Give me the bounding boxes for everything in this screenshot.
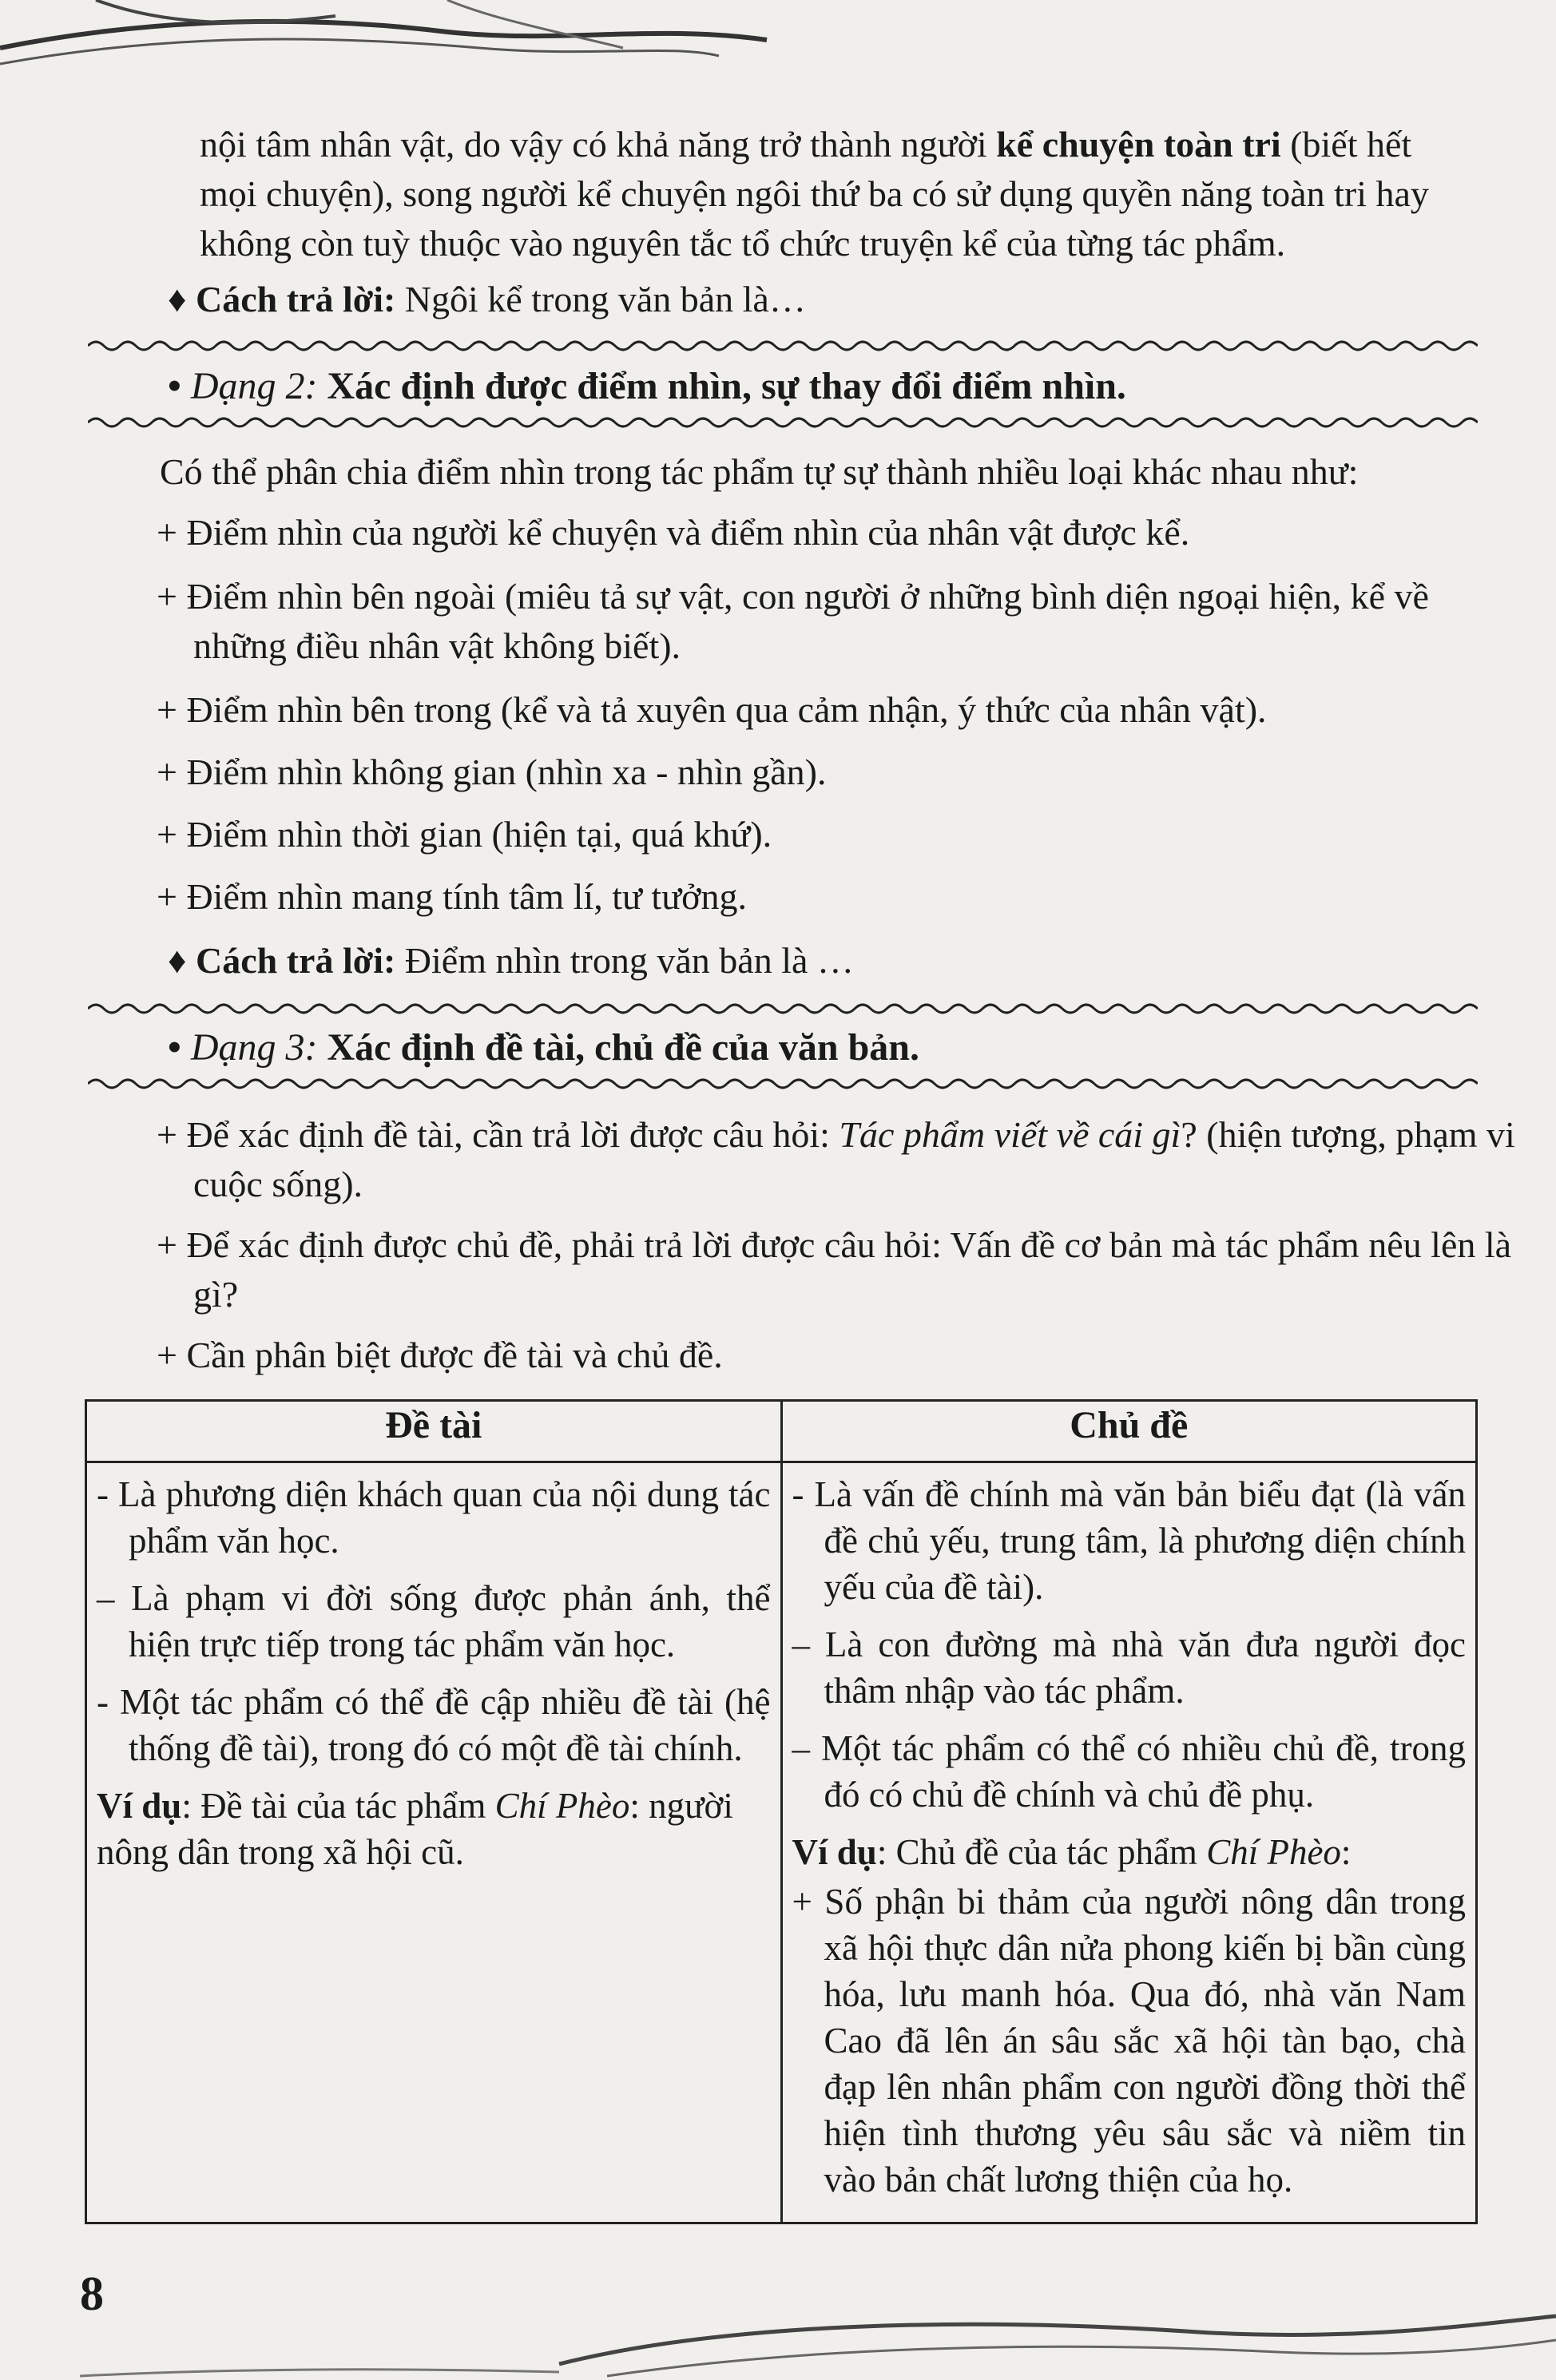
topic-theme-table xyxy=(85,1399,1478,2224)
table-point: - Là vấn đề chính mà văn bản biểu đạt (là vấn đề chủ yếu, trung tâm, là phương diện chính yếu của đề tài). xyxy=(792,1474,1466,1607)
list-item: + Điểm nhìn của người kể chuyện và điểm nhìn của nhân vật được kể. xyxy=(157,512,1190,553)
list-item: + Điểm nhìn không gian (nhìn xa - nhìn gần). xyxy=(157,752,827,792)
table-point: - Một tác phẩm có thể đề cập nhiều đề tài (hệ thống đề tài), trong đó có một đề tài chính. xyxy=(97,1682,771,1768)
list-item: + Để xác định được chủ đề, phải trả lời được câu hỏi: Vấn đề cơ bản mà tác phẩm nêu lên là gì? xyxy=(157,1224,1512,1315)
section-3-heading: • Dạng 3: Xác định đề tài, chủ đề của văn bản. xyxy=(168,1026,919,1069)
page-number: 8 xyxy=(80,2267,104,2320)
table-header-de-tai: Đề tài xyxy=(86,1401,782,1462)
list-item: + Cần phân biệt được đề tài và chủ đề. xyxy=(157,1335,723,1375)
table-example-detail: + Số phận bi thảm của người nông dân trong xã hội thực dân nửa phong kiến bị bần cùng hóa, lưu manh hóa. Qua đó, nhà văn Nam Cao đã lên án sâu sắc xã hội tàn bạo, chà đạp lên nhân phẩm con người đồng thời thể hiện tình thương yêu sâu sắc và niềm tin vào bản chất lương thiện của họ. xyxy=(792,1882,1466,2200)
wave-divider xyxy=(88,412,1478,433)
list-item: + Điểm nhìn bên ngoài (miêu tả sự vật, con người ở những bình diện ngoại hiện, kể về những điều nhân vật không biết). xyxy=(157,576,1429,666)
section-2-intro: Có thể phân chia điểm nhìn trong tác phẩm tự sự thành nhiều loại khác nhau như: xyxy=(160,451,1359,492)
intro-line-3: không còn tuỳ thuộc vào nguyên tắc tổ chức truyện kể của từng tác phẩm. xyxy=(200,223,1286,264)
wave-divider xyxy=(88,998,1478,1019)
table-point: – Là con đường mà nhà văn đưa người đọc thâm nhập vào tác phẩm. xyxy=(792,1624,1466,1711)
table-point: – Một tác phẩm có thể có nhiều chủ đề, trong đó có chủ đề chính và chủ đề phụ. xyxy=(792,1728,1466,1815)
list-item: + Để xác định đề tài, cần trả lời được câu hỏi: Tác phẩm viết về cái gì? (hiện tượng, phạm vi cuộc sống). xyxy=(157,1114,1515,1204)
bottom-ornament xyxy=(0,2292,1556,2380)
diamond-bullet-icon: ♦ xyxy=(168,279,187,319)
table-point: - Là phương diện khách quan của nội dung tác phẩm văn học. xyxy=(97,1474,771,1561)
list-item: + Điểm nhìn mang tính tâm lí, tư tưởng. xyxy=(157,876,747,917)
list-item: + Điểm nhìn bên trong (kể và tả xuyên qua cảm nhận, ý thức của nhân vật). xyxy=(157,689,1267,730)
intro-line-2: mọi chuyện), song người kể chuyện ngôi thứ ba có sử dụng quyền năng toàn tri hay xyxy=(200,173,1429,214)
answer-line-1: ♦ Cách trả lời: Ngôi kể trong văn bản là… xyxy=(168,279,806,319)
table-row xyxy=(86,1462,1477,2223)
section-2-heading: • Dạng 2: Xác định được điểm nhìn, sự thay đổi điểm nhìn. xyxy=(168,365,1126,407)
intro-line-1: nội tâm nhân vật, do vậy có khả năng trở thành người kể chuyện toàn tri (biết hết xyxy=(200,124,1412,165)
intro-paragraph xyxy=(200,120,1478,268)
table-header-chu-de: Chủ đề xyxy=(781,1401,1477,1462)
table-cell-de-tai xyxy=(86,1462,782,2223)
table-cell-chu-de xyxy=(781,1462,1477,2223)
top-ornament xyxy=(0,0,1556,96)
answer-line-2: ♦ Cách trả lời: Điểm nhìn trong văn bản là … xyxy=(168,940,854,981)
wave-divider xyxy=(88,335,1478,356)
table-header-row xyxy=(86,1401,1477,1462)
table-example: Ví dụ: Đề tài của tác phẩm Chí Phèo: người nông dân trong xã hội cũ. xyxy=(97,1786,733,1872)
wave-divider xyxy=(88,1073,1478,1094)
table-point: – Là phạm vi đời sống được phản ánh, thể hiện trực tiếp trong tác phẩm văn học. xyxy=(97,1578,771,1664)
list-item: + Điểm nhìn thời gian (hiện tại, quá khứ). xyxy=(157,814,772,855)
diamond-bullet-icon: ♦ xyxy=(168,940,187,981)
table-example: Ví dụ: Chủ đề của tác phẩm Chí Phèo: xyxy=(792,1832,1352,1872)
